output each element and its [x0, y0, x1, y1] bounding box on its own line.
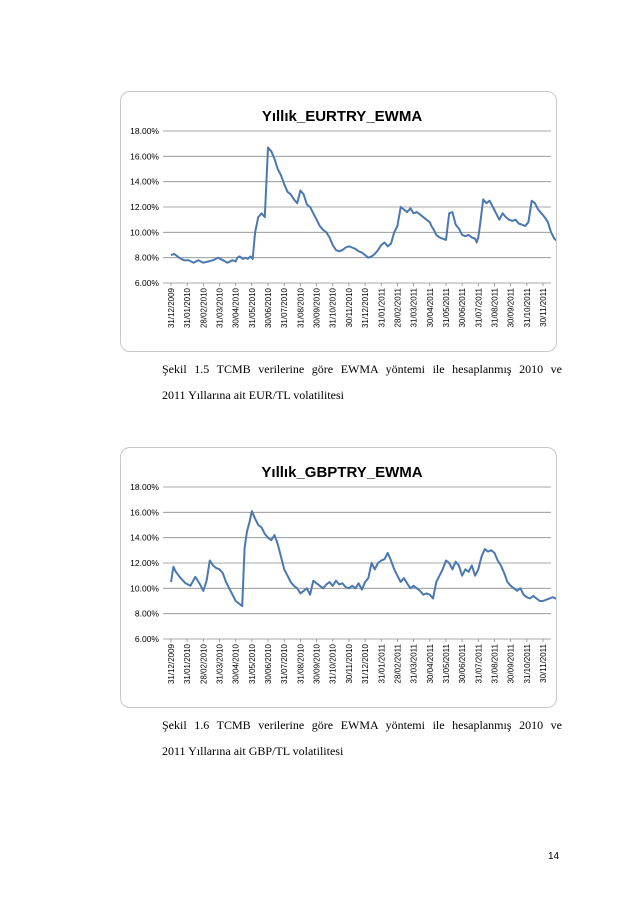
y-tick-label: 8.00% — [134, 252, 159, 263]
x-tick-label: 31/08/2010 — [296, 644, 306, 685]
x-tick-label: 30/11/2010 — [344, 288, 354, 328]
x-tick-label: 31/12/2009 — [167, 288, 176, 329]
x-tick-label: 31/07/2011 — [474, 288, 484, 328]
x-tick-label: 31/07/2011 — [474, 644, 484, 684]
x-tick-label: 31/05/2011 — [441, 288, 451, 328]
x-tick-label: 31/12/2010 — [361, 288, 371, 329]
figure-caption-1-6 — [162, 712, 562, 764]
gbptry-chart-svg — [121, 448, 557, 708]
y-tick-label: 12.00% — [130, 558, 159, 568]
x-tick-label: 30/06/2010 — [264, 644, 274, 685]
x-tick-label: 31/05/2010 — [247, 644, 257, 685]
caption-line: Şekil 1.6 TCMB verilerine göre EWMA yöntemi ile hesaplanmış 2010 ve — [162, 718, 562, 732]
x-tick-label: 31/01/2010 — [183, 644, 193, 685]
y-tick-label: 6.00% — [134, 278, 159, 288]
x-tick-label: 31/10/2011 — [522, 644, 532, 684]
eurtry-chart — [120, 91, 557, 352]
x-tick-label: 30/04/2010 — [231, 288, 241, 329]
caption-line: 2011 Yıllarına ait EUR/TL volatilitesi — [162, 388, 344, 402]
series-line — [171, 148, 557, 263]
x-tick-label: 31/03/2011 — [409, 644, 419, 684]
x-tick-label: 31/03/2010 — [215, 288, 225, 329]
x-tick-label: 31/10/2011 — [522, 288, 532, 328]
x-tick-label: 30/06/2011 — [458, 288, 468, 328]
eurtry-chart-svg — [121, 92, 557, 352]
x-tick-label: 28/02/2010 — [199, 288, 209, 329]
x-tick-label: 30/06/2010 — [264, 288, 274, 329]
x-tick-label: 28/02/2010 — [199, 644, 209, 685]
x-tick-label: 31/12/2010 — [361, 644, 371, 685]
x-tick-label: 30/09/2010 — [312, 644, 322, 685]
x-tick-label: 31/08/2011 — [490, 644, 500, 684]
y-tick-label: 12.00% — [130, 202, 159, 212]
y-tick-label: 16.00% — [130, 507, 159, 518]
x-tick-label: 31/03/2010 — [215, 644, 225, 685]
x-tick-label: 30/11/2011 — [539, 644, 548, 683]
x-tick-label: 31/12/2009 — [167, 644, 176, 685]
y-tick-label: 16.00% — [130, 151, 159, 162]
x-tick-label: 28/02/2011 — [393, 288, 403, 328]
y-tick-label: 14.00% — [130, 532, 159, 543]
x-tick-label: 31/07/2010 — [280, 288, 290, 329]
x-tick-label: 30/04/2010 — [231, 644, 241, 685]
x-tick-label: 28/02/2011 — [393, 644, 403, 684]
y-tick-label: 10.00% — [130, 227, 159, 238]
x-tick-label: 31/01/2011 — [377, 288, 387, 328]
chart-title: Yıllık_EURTRY_EWMA — [261, 108, 423, 125]
x-tick-label: 31/01/2010 — [183, 288, 193, 329]
x-tick-label: 31/10/2010 — [328, 644, 338, 685]
gbptry-chart — [120, 447, 557, 708]
x-tick-label: 31/03/2011 — [409, 288, 419, 328]
y-tick-label: 8.00% — [134, 608, 159, 619]
x-tick-label: 31/10/2010 — [328, 288, 338, 329]
x-tick-label: 31/05/2011 — [441, 644, 451, 684]
x-tick-label: 30/09/2010 — [312, 288, 322, 329]
x-tick-label: 30/09/2011 — [506, 644, 516, 684]
x-tick-label: 30/11/2010 — [344, 644, 354, 684]
x-tick-label: 30/11/2011 — [539, 288, 548, 327]
y-tick-label: 14.00% — [130, 176, 159, 187]
series-line — [171, 511, 557, 606]
caption-line: 2011 Yıllarına ait GBP/TL volatilitesi — [162, 744, 344, 758]
x-tick-label: 31/01/2011 — [377, 644, 387, 684]
x-tick-label: 31/07/2010 — [280, 644, 290, 685]
page-number: 14 — [548, 851, 560, 862]
x-tick-label: 31/08/2010 — [296, 288, 306, 329]
figure-caption-1-5 — [162, 356, 562, 408]
y-tick-label: 18.00% — [130, 126, 159, 136]
x-tick-label: 31/05/2010 — [247, 288, 257, 329]
caption-line: Şekil 1.5 TCMB verilerine göre EWMA yöntemi ile hesaplanmış 2010 ve — [162, 362, 562, 376]
y-tick-label: 10.00% — [130, 583, 159, 594]
chart-title: Yıllık_GBPTRY_EWMA — [261, 464, 423, 481]
x-tick-label: 30/04/2011 — [425, 644, 435, 684]
x-tick-label: 30/04/2011 — [425, 288, 435, 328]
y-tick-label: 6.00% — [134, 634, 159, 644]
y-tick-label: 18.00% — [130, 482, 159, 492]
x-tick-label: 30/06/2011 — [458, 644, 468, 684]
x-tick-label: 31/08/2011 — [490, 288, 500, 328]
x-tick-label: 30/09/2011 — [506, 288, 516, 328]
